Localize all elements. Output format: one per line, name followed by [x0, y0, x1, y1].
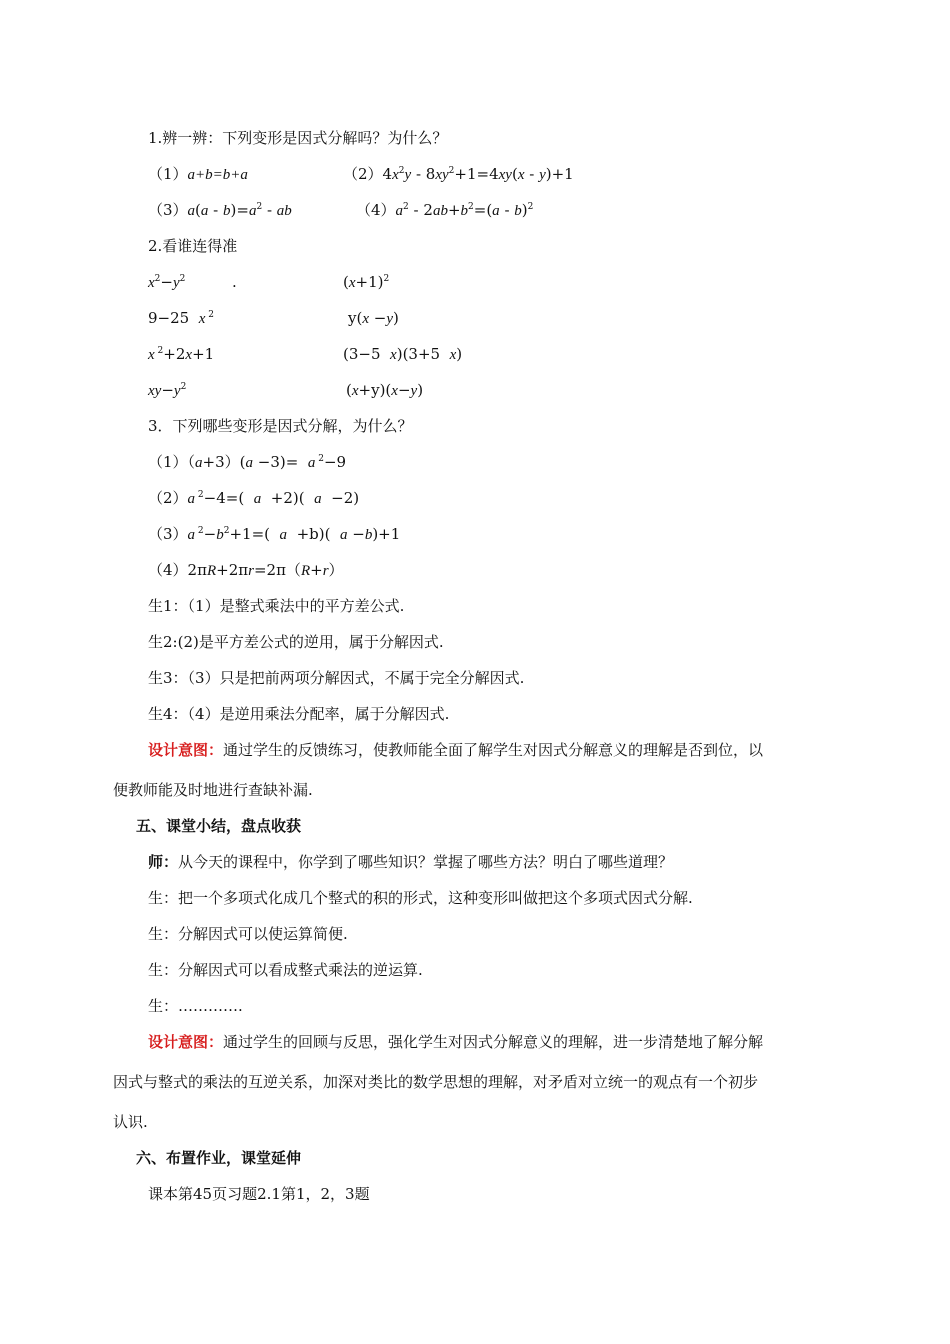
- student-reply-4: 生：………….: [148, 997, 243, 1015]
- homework-text: 课本第45页习题2.1第1，2，3题: [148, 1185, 370, 1203]
- q2-right-4: (x+y)(x−y): [346, 381, 424, 399]
- q1-item-1: （1）a+b=b+a: [148, 165, 248, 183]
- q3-title: 3．下列哪些变形是因式分解，为什么？: [148, 417, 413, 435]
- q2-left-1: $x^2-y^2$: [148, 273, 186, 291]
- q1-item-4: $(4)a^2 - 2ab+b^2=(a - b)^2$: [356, 201, 534, 219]
- q2-left-4: $xy-y^2$: [148, 381, 187, 399]
- q1-title: 1.辨一辨：下列变形是因式分解吗？为什么？: [148, 129, 448, 147]
- q2-right-1: $(x+1)^2$: [343, 273, 390, 291]
- q2-left-3: x $^2$+2x+1: [148, 345, 215, 363]
- design-intent-label: 设计意图：: [148, 1033, 224, 1051]
- q1-item-2: $(2)4x^2y - 8xy^2+1=4xy(x - y)+1$: [343, 165, 574, 183]
- design-intent-2-cont-2: 认识.: [113, 1113, 148, 1131]
- q3-item-4: （4）2πR+2πr=2π（R+r）: [148, 561, 344, 579]
- q3-answer-3: 生3：（3）只是把前两项分解因式，不属于完全分解因式.: [148, 669, 525, 687]
- q3-item-2: （2）a $^2$−4=( a +2)( a −2): [148, 489, 360, 507]
- teacher-question: 师：从今天的课程中，你学到了哪些知识？掌握了哪些方法？明白了哪些道理？: [148, 853, 674, 871]
- q3-answer-1: 生1：（1）是整式乘法中的平方差公式.: [148, 597, 405, 615]
- student-reply-2: 生：分解因式可以使运算简便.: [148, 925, 348, 943]
- student-reply-1: 生：把一个多项式化成几个整式的积的形式，这种变形叫做把这个多项式因式分解.: [148, 889, 693, 907]
- q2-dot: .: [232, 273, 237, 291]
- design-intent-2: 设计意图：通过学生的回顾与反思，强化学生对因式分解意义的理解，进一步清楚地了解分解: [148, 1033, 764, 1051]
- q3-answer-4: 生4：（4）是逆用乘法分配率，属于分解因式.: [148, 705, 450, 723]
- q2-right-2: y(x −y): [348, 309, 399, 327]
- q2-title: 2.看谁连得准: [148, 237, 238, 255]
- q3-item-1: （1）（a+3）(a −3)= a $^2$−9: [148, 453, 347, 471]
- q3-item-3: （3）a $^2-b^2+1=$( a +b)( a −b)+1: [148, 525, 401, 543]
- section-6-heading: 六、布置作业，课堂延伸: [136, 1149, 302, 1167]
- design-intent-1: 设计意图：通过学生的反馈练习，使教师能全面了解学生对因式分解意义的理解是否到位，以: [148, 741, 764, 759]
- q1-item-3: $(3)a(a - b)=a^2$ - ab: [148, 201, 292, 219]
- design-intent-1-cont: 便教师能及时地进行查缺补漏.: [113, 781, 313, 799]
- design-intent-label: 设计意图：: [148, 741, 224, 759]
- student-reply-3: 生：分解因式可以看成整式乘法的逆运算.: [148, 961, 423, 979]
- design-intent-2-cont-1: 因式与整式的乘法的互逆关系，加深对类比的数学思想的理解，对矛盾对立统一的观点有一个初步: [113, 1073, 759, 1091]
- section-5-heading: 五、课堂小结，盘点收获: [136, 817, 302, 835]
- q3-answer-2: 生2:(2)是平方差公式的逆用，属于分解因式.: [148, 633, 444, 651]
- q2-right-3: (3−5 x)(3+5 x): [343, 345, 463, 363]
- q2-left-2: 9−25 x $^2$: [148, 309, 215, 327]
